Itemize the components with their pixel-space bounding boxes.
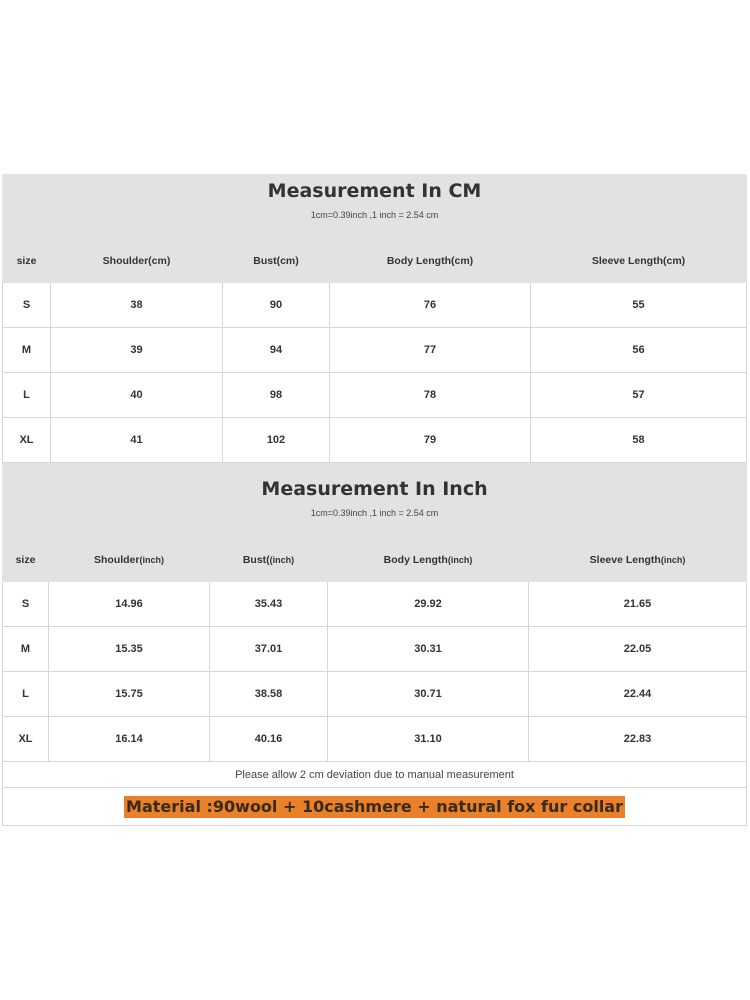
body-length-cell: 76 <box>330 283 531 328</box>
body-length-cell: 30.71 <box>328 672 529 717</box>
sleeve-length-cell: 56 <box>531 328 747 373</box>
size-cell: M <box>3 328 51 373</box>
table-row <box>3 328 747 373</box>
header-main: size <box>15 554 36 566</box>
body-length-cell: 78 <box>330 373 531 418</box>
table-row <box>3 283 747 328</box>
sleeve-length-cell: 22.05 <box>529 627 747 672</box>
header-unit: (inch) <box>269 555 295 565</box>
header-sleeve-length: Sleeve Length(cm) <box>531 240 747 283</box>
sleeve-length-cell: 58 <box>531 418 747 463</box>
header-bust: Bust(cm) <box>223 240 330 283</box>
size-cell: M <box>3 627 49 672</box>
cm-header-row <box>3 240 747 283</box>
shoulder-cell: 39 <box>51 328 223 373</box>
shoulder-cell: 41 <box>51 418 223 463</box>
table-row <box>3 582 747 627</box>
shoulder-cell: 16.14 <box>49 717 210 762</box>
bust-cell: 38.58 <box>210 672 328 717</box>
size-chart <box>2 174 746 826</box>
cm-title-cell <box>3 175 747 240</box>
sleeve-length-cell: 21.65 <box>529 582 747 627</box>
sleeve-length-cell: 22.44 <box>529 672 747 717</box>
header-sleeve-length <box>529 539 747 582</box>
body-length-cell: 79 <box>330 418 531 463</box>
bust-cell: 40.16 <box>210 717 328 762</box>
table-row <box>3 373 747 418</box>
inch-title-cell <box>3 464 747 539</box>
size-cell: L <box>3 373 51 418</box>
inch-title: Measurement In Inch <box>261 478 488 500</box>
header-main: Shoulder <box>93 554 140 566</box>
cm-table <box>2 174 747 463</box>
material-cell <box>3 788 747 826</box>
header-main: Bust( <box>242 554 270 566</box>
size-cell: S <box>3 582 49 627</box>
inch-subtitle: 1cm=0.39inch ,1 inch = 2.54 cm <box>310 508 439 518</box>
shoulder-cell: 15.35 <box>49 627 210 672</box>
size-cell: L <box>3 672 49 717</box>
size-cell: XL <box>3 717 49 762</box>
shoulder-cell: 38 <box>51 283 223 328</box>
size-cell: S <box>3 283 51 328</box>
shoulder-cell: 15.75 <box>49 672 210 717</box>
table-row <box>3 627 747 672</box>
header-shoulder <box>49 539 210 582</box>
shoulder-cell: 14.96 <box>49 582 210 627</box>
bust-cell: 98 <box>223 373 330 418</box>
shoulder-cell: 40 <box>51 373 223 418</box>
header-unit: (inch) <box>660 555 686 565</box>
header-bust <box>210 539 328 582</box>
header-size <box>3 539 49 582</box>
deviation-note: Please allow 2 cm deviation due to manual measurement <box>3 762 747 788</box>
body-length-cell: 29.92 <box>328 582 529 627</box>
cm-subtitle: 1cm=0.39inch ,1 inch = 2.54 cm <box>310 210 439 220</box>
header-shoulder: Shoulder(cm) <box>51 240 223 283</box>
header-body-length <box>328 539 529 582</box>
body-length-cell: 30.31 <box>328 627 529 672</box>
bust-cell: 94 <box>223 328 330 373</box>
material-label: Material :90wool + 10cashmere + natural fox fur collar <box>126 796 623 816</box>
header-main: Body Length <box>383 554 448 566</box>
bust-cell: 35.43 <box>210 582 328 627</box>
sleeve-length-cell: 22.83 <box>529 717 747 762</box>
body-length-cell: 31.10 <box>328 717 529 762</box>
header-main: Sleeve Length <box>589 554 661 566</box>
bust-cell: 90 <box>223 283 330 328</box>
material-row <box>3 788 747 826</box>
inch-header-row <box>3 539 747 582</box>
size-cell: XL <box>3 418 51 463</box>
inch-table <box>2 463 747 826</box>
body-length-cell: 77 <box>330 328 531 373</box>
header-unit: (inch) <box>447 555 473 565</box>
cm-title: Measurement In CM <box>267 180 482 202</box>
deviation-note-row <box>3 762 747 788</box>
bust-cell: 102 <box>223 418 330 463</box>
header-body-length: Body Length(cm) <box>330 240 531 283</box>
sleeve-length-cell: 55 <box>531 283 747 328</box>
table-row <box>3 717 747 762</box>
header-unit: (inch) <box>139 555 164 565</box>
table-row <box>3 672 747 717</box>
header-size: size <box>3 240 51 283</box>
bust-cell: 37.01 <box>210 627 328 672</box>
sleeve-length-cell: 57 <box>531 373 747 418</box>
table-row <box>3 418 747 463</box>
